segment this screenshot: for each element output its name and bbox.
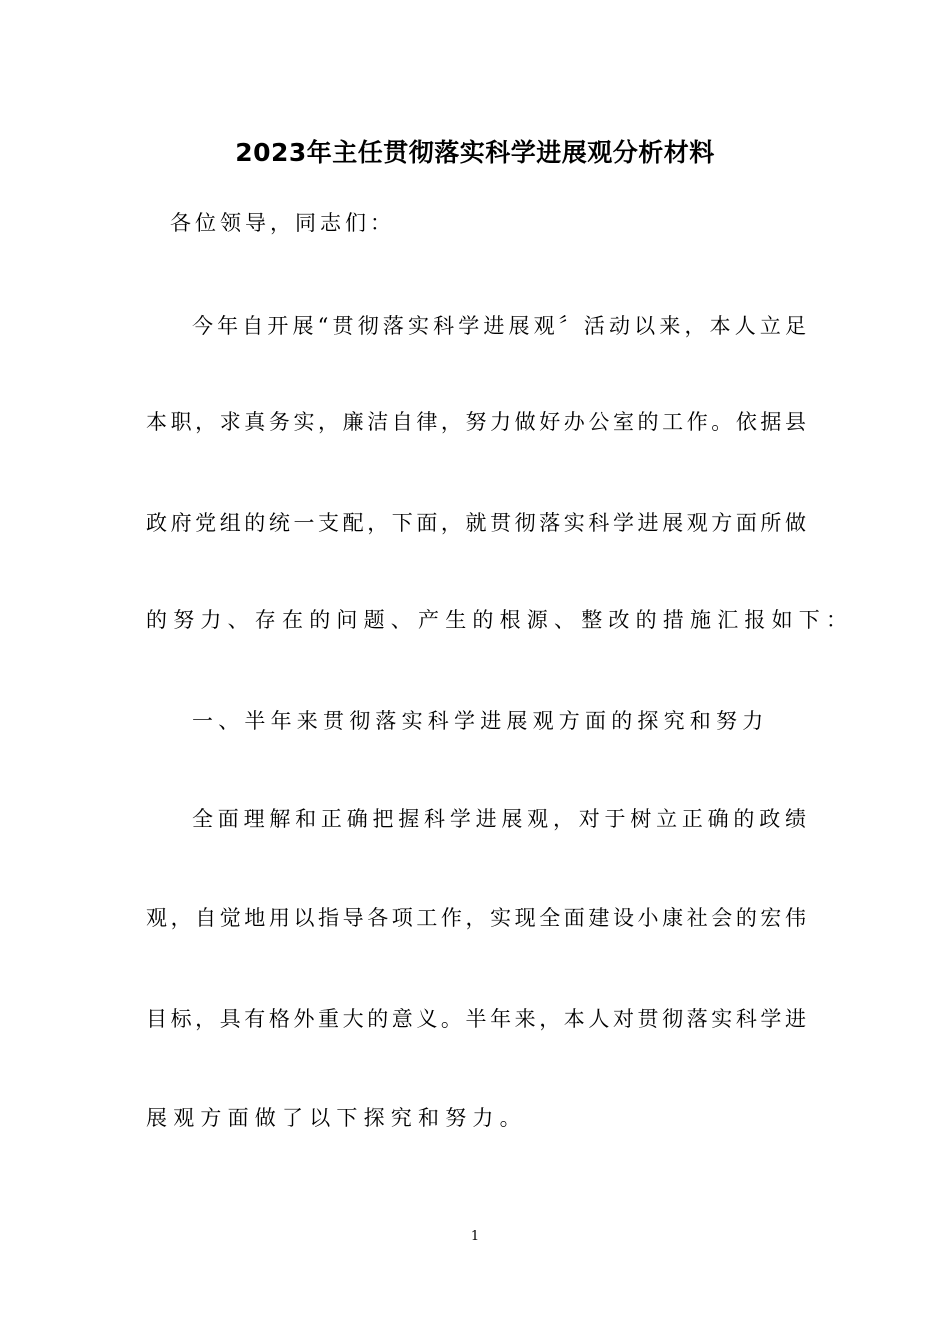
paragraph-2-line-4: 展观方面做了以下探究和努力。 [146,1106,527,1130]
paragraph-2-line-1: 全面理解和正确把握科学进展观，对于树立正确的政绩 [192,807,806,831]
document-title: 2023年主任贯彻落实科学进展观分析材料 [235,138,715,167]
paragraph-1-line-4: 的努力、存在的问题、产生的根源、整改的措施汇报如下： [146,608,854,632]
section-heading: 一、半年来贯彻落实科学进展观方面的探究和努力 [192,709,769,733]
paragraph-1-line-1: 今年自开展“贯彻落实科学进展观〞活动以来，本人立足 [192,314,806,338]
page-number: 1 [470,1229,480,1244]
greeting: 各位领导，同志们： [170,211,395,235]
paragraph-1-line-3: 政府党组的统一支配，下面，就贯彻落实科学进展观方面所做 [146,511,806,535]
paragraph-2-line-2: 观，自觉地用以指导各项工作，实现全面建设小康社会的宏伟 [146,906,806,930]
paragraph-1-line-2: 本职，求真务实，廉洁自律，努力做好办公室的工作。依据县 [146,410,806,434]
paragraph-2-line-3: 目标，具有格外重大的意义。半年来，本人对贯彻落实科学进 [146,1007,806,1031]
